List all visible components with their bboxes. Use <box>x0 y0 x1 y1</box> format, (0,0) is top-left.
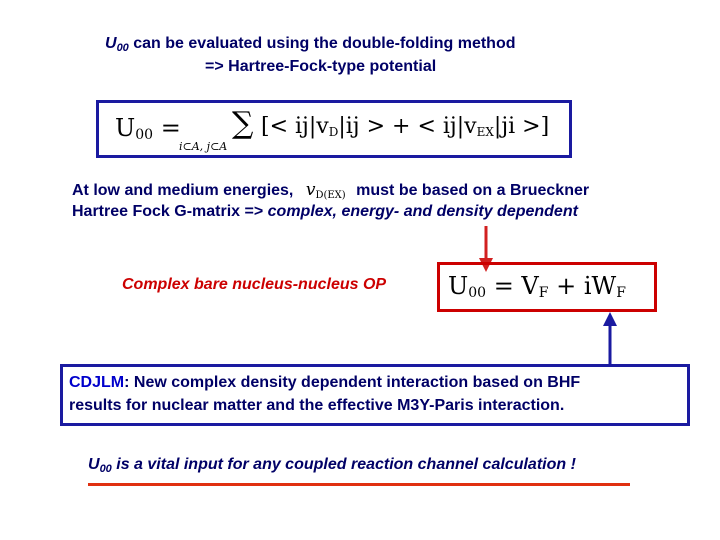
op-equation: $U_{00} = V_F + iW_F$ <box>448 272 626 301</box>
footer-statement: $U_{00}$ is a vital input for any coupled reaction channel calculation ! <box>88 456 576 475</box>
cdjlm-line-1: CDJLM: New complex density dependent interaction based on BHF <box>69 374 581 391</box>
equation-lhs: $U_{00}$ = <box>115 114 181 143</box>
equation-body: [< $ij|v_D|ij$ > + < $ij|v_{EX}|ji$ >] <box>261 114 550 139</box>
inline-vd-ex-symbol: $v_{D(EX)}$ <box>305 180 346 201</box>
u00-symbol: $U_{00}$ <box>105 35 129 54</box>
cdjlm-line-2: results for nuclear matter and the effective M3Y-Paris interaction. <box>69 397 565 414</box>
paragraph-line-2: Hartree Fock G-matrix => complex, energy- and density dependent <box>72 203 578 220</box>
cdjlm-box <box>60 364 690 426</box>
header-line-1: $U_{00}$ can be evaluated using the double-folding method <box>105 35 516 54</box>
cdjlm-name: CDJLM <box>69 374 125 391</box>
op-equation-box <box>437 262 657 312</box>
op-label: Complex bare nucleus-nucleus OP <box>122 276 387 293</box>
sum-limits: i⊂A, j⊂A <box>179 140 228 153</box>
footer-underline <box>88 483 630 486</box>
sum-symbol: ∑ <box>232 106 254 141</box>
blue-up-arrow <box>603 312 617 364</box>
paragraph-line-1: At low and medium energies, $v_{D(EX)}$ must be based on a Brueckner <box>72 180 590 201</box>
u00-equation-box <box>96 100 572 158</box>
header-line-2: => Hartree-Fock-type potential <box>205 58 437 75</box>
